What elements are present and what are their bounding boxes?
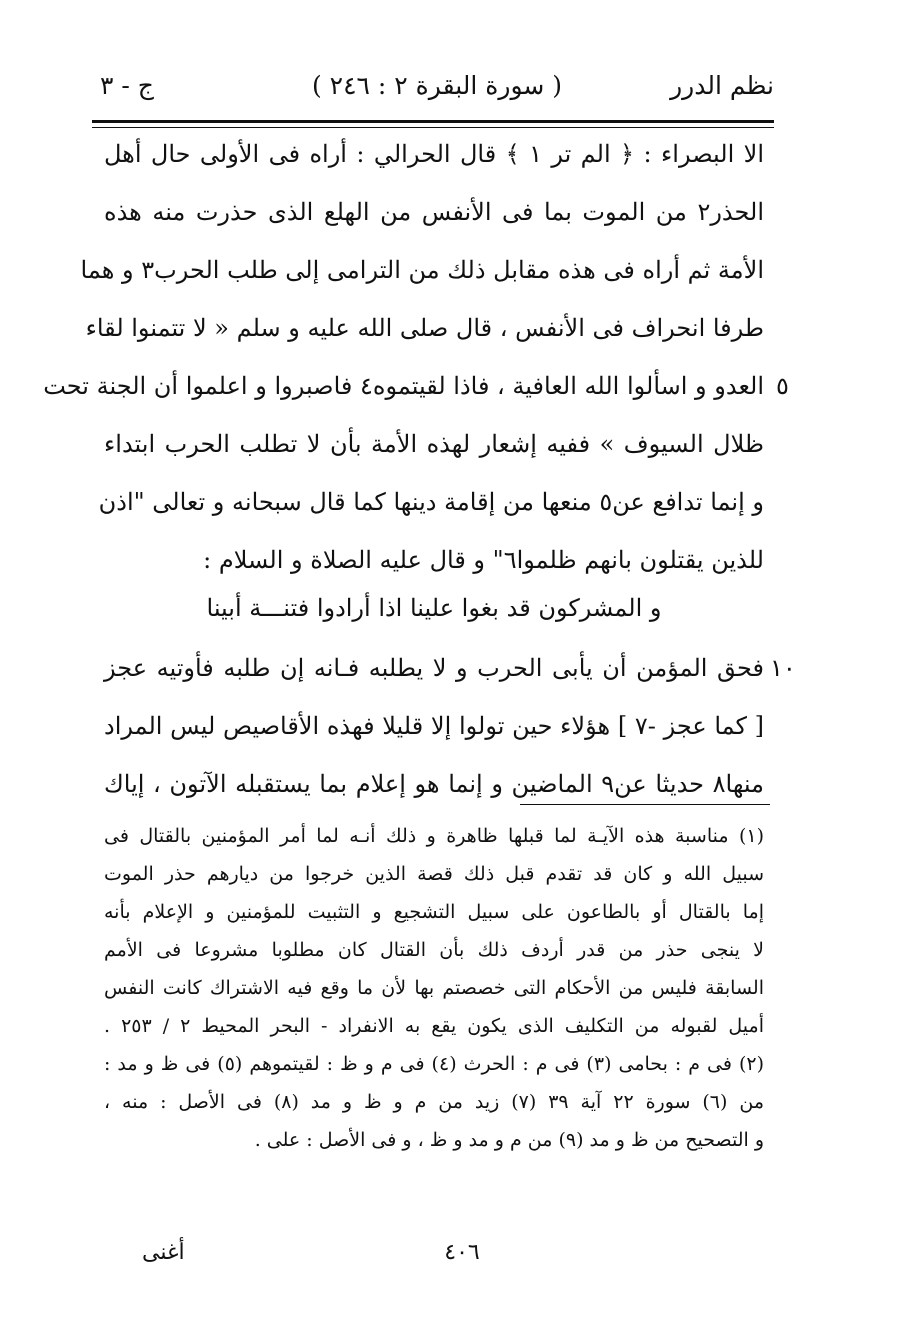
text-line: الا البصراء : ﴿ الم تر ١ ﴾ قال الحرالي : أراه فى الأولى حال أهل [104, 140, 764, 168]
volume-number: ج - ٣ [100, 71, 154, 100]
text-line: فحق المؤمن أن يأبى الحرب و لا يطلبه فـانه إن طلبه فأوتيه عجز [104, 654, 764, 682]
text-line: منها٨ حديثا عن٩ الماضين و إنما هو إعلام بما يستقبله الآتون ، إياك [104, 770, 764, 798]
text-line: للذين يقتلون بانهم ظلموا٦" و قال عليه الصلاة و السلام : [203, 546, 764, 574]
text-line: العدو و اسألوا الله العافية ، فاذا لقيتموه٤ فاصبروا و اعلموا أن الجنة تحت [43, 372, 764, 400]
text-line: طرفا انحراف فى الأنفس ، قال صلى الله عليه و سلم « لا تتمنوا لقاء [85, 314, 764, 342]
text-line: الأمة ثم أراه فى هذه مقابل ذلك من الترامى إلى طلب الحرب٣ و هما [80, 256, 764, 284]
footnote-line: أميل لقبوله من التكليف الذى يكون يقع به الانفراد - البحر المحيط ٢ / ٢٥٣ . [104, 1015, 764, 1037]
text-line: الحذر٢ من الموت بما فى الأنفس من الهلع الذى حذرت منه هذه [104, 198, 764, 226]
running-header [100, 66, 774, 110]
footnote-line: لا ينجى حذر من قدر أردف ذلك بأن القتال كان مطلوبا مشروعا فى الأمم [104, 939, 764, 961]
line-number-10: ١٠ [770, 654, 796, 682]
page-number: ٤٠٦ [444, 1240, 480, 1265]
book-title: نظم الدرر [670, 71, 774, 100]
footnote-line: سبيل الله و كان قد تقدم قبل ذلك قصة الذين خرجوا من ديارهم حذر الموت [104, 863, 764, 885]
footnote-line: من (٦) سورة ٢٢ آية ٣٩ (٧) زيد من م و ظ و مد (٨) فى الأصل : منه ، [104, 1091, 764, 1113]
header-rule-thick [92, 120, 774, 123]
verse-line: و المشركون قد بغوا علينا اذا أرادوا فتنـــة أبينا [206, 594, 662, 622]
main-text [43, 130, 765, 810]
footnote-line: و التصحيح من ظ و مد (٩) من م و مد و ظ ، و فى الأصل : على . [254, 1129, 764, 1151]
line-number-5: ٥ [776, 372, 789, 400]
footnote-line: (١) مناسبة هذه الآيـة لما قبلها ظاهرة و ذلك أنـه لما أمر المؤمنين بالقتال فى [104, 825, 764, 847]
surah-reference: ( سورة البقرة ٢ : ٢٤٦ ) [311, 71, 563, 100]
footnote-line: إما بالقتال أو بالطاعون على سبيل التشجيع و التثبيت للمؤمنين و الإعلام بأنه [104, 901, 764, 923]
text-line: [ كما عجز -٧ ] هؤلاء حين تولوا إلا قليلا فهذه الأقاصيص ليس المراد [104, 712, 765, 740]
header-rule-thin [92, 127, 774, 128]
footnote-rule [520, 804, 770, 805]
catchword: أغنى [142, 1240, 185, 1265]
footnote-line: (٢) فى م : بحامى (٣) فى م : الحرث (٤) فى م و ظ : لقيتموهم (٥) فى ظ و مد : [104, 1053, 765, 1075]
text-line: ظلال السيوف » ففيه إشعار لهذه الأمة بأن لا تطلب الحرب ابتداء [104, 430, 764, 458]
text-line: و إنما تدافع عن٥ منعها من إقامة دينها كما قال سبحانه و تعالى "اذن [98, 488, 764, 516]
footnotes [104, 818, 764, 1218]
footnote-line: السابقة فليس من الأحكام التى خصصتم بها لأن ما وقع فيه الاشتراك كانت النفس [104, 977, 764, 999]
